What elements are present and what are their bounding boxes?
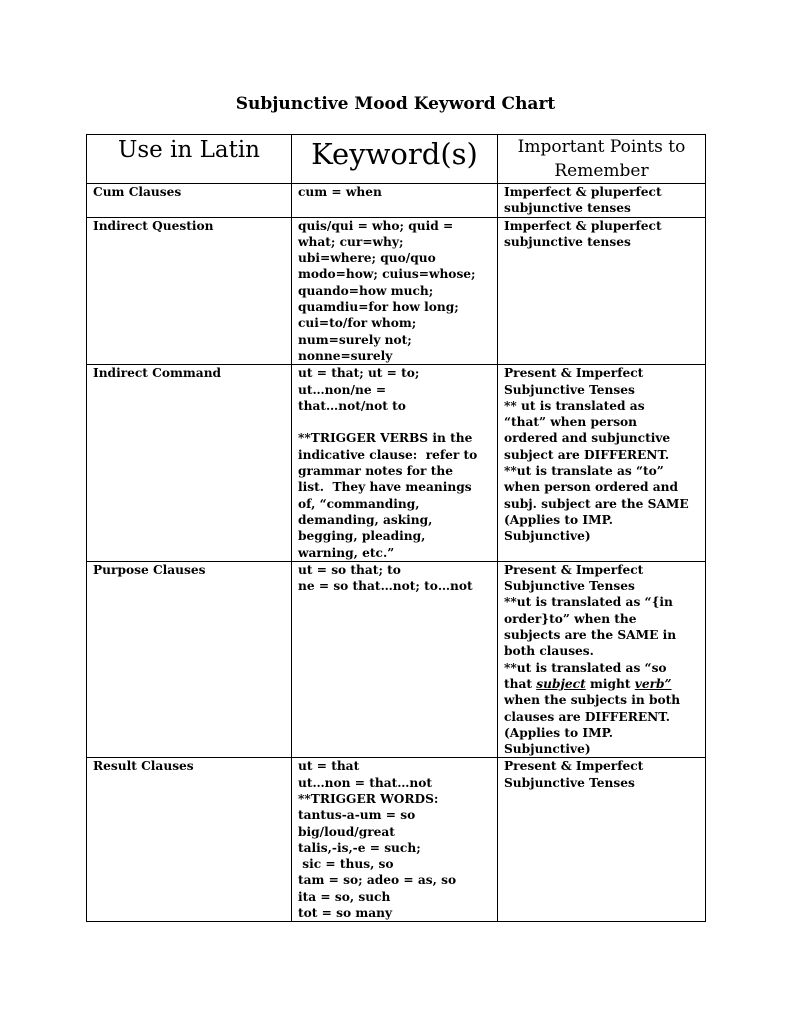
cell-points [498, 184, 706, 218]
point-line: when person ordered and [504, 480, 679, 495]
keyword-line: quamdiu=for how long; [298, 300, 459, 315]
column-header-use: Use in Latin [87, 135, 292, 184]
table-row [87, 184, 706, 218]
point-line: Subjunctive) [504, 529, 591, 544]
point-line: both clauses. [504, 644, 594, 659]
keyword-line: grammar notes for the [298, 464, 453, 479]
point-line: Present & Imperfect [504, 366, 644, 381]
table-header-row [87, 135, 706, 184]
cell-points [498, 758, 706, 922]
keyword-line: list. They have meanings [298, 480, 472, 495]
use-label: Cum Clauses [93, 185, 182, 199]
keyword-line: nonne=surely [298, 348, 393, 363]
cell-points [498, 365, 706, 562]
keyword-line: tantus-a-um = so [298, 808, 416, 823]
keyword-line: **TRIGGER WORDS: [298, 791, 439, 806]
point-line: subjunctive tenses [504, 201, 631, 216]
cell-keywords [292, 365, 498, 562]
point-line: Imperfect & pluperfect [504, 218, 662, 233]
cell-keywords [292, 217, 498, 365]
point-line: **ut is translate as “to” [504, 464, 664, 479]
keyword-line: ita = so, such [298, 889, 391, 904]
keyword-line: ut = that [298, 759, 360, 774]
cell-use [87, 184, 292, 218]
cell-keywords [292, 758, 498, 922]
cell-use [87, 217, 292, 365]
keyword-line: ne = so that…not; to…not [298, 579, 473, 594]
keyword-line: of, “commanding, [298, 496, 420, 511]
point-line: **ut is translated as “so [504, 660, 667, 675]
point-line [504, 676, 702, 692]
column-header-points: Important Points to Remember [498, 135, 706, 184]
keyword-line: num=surely not; [298, 332, 412, 347]
point-line: subjects are the SAME in [504, 628, 677, 643]
table-body [87, 184, 706, 922]
table-row [87, 365, 706, 562]
point-line: (Applies to IMP. [504, 512, 613, 527]
keyword-line: cui=to/for whom; [298, 316, 417, 331]
point-line: **ut is translated as “{in [504, 595, 673, 610]
keyword-line: tam = so; adeo = as, so [298, 873, 457, 888]
point-line: when the subjects in both [504, 693, 681, 708]
cell-points [498, 561, 706, 758]
keyword-table [86, 134, 706, 922]
point-line: (Applies to IMP. [504, 725, 613, 740]
keyword-line: cum = when [298, 185, 382, 199]
keyword-line: quando=how much; [298, 283, 434, 298]
cell-use [87, 561, 292, 758]
use-label: Indirect Question [93, 218, 214, 233]
keyword-line [298, 414, 494, 430]
use-label: Indirect Command [93, 366, 222, 381]
point-line: subjunctive tenses [504, 234, 631, 249]
point-fragment: might [585, 676, 635, 691]
point-line: “that” when person [504, 415, 638, 430]
keyword-line: ubi=where; quo/quo [298, 251, 436, 266]
keyword-line: sic = thus, so [298, 857, 394, 872]
point-line: ** ut is translated as [504, 398, 645, 413]
keyword-line: ut = that; ut = to; [298, 366, 420, 381]
cell-keywords [292, 184, 498, 218]
point-line: Present & Imperfect [504, 562, 644, 577]
column-header-keywords: Keyword(s) [292, 135, 498, 184]
point-line: order}to” when the [504, 611, 637, 626]
point-line: Subjunctive Tenses [504, 579, 635, 594]
cell-use [87, 365, 292, 562]
keyword-line: that…not/not to [298, 398, 406, 413]
point-line: ordered and subjunctive [504, 431, 671, 446]
keyword-line: demanding, asking, [298, 512, 433, 527]
keyword-line: quis/qui = who; quid = [298, 218, 454, 233]
table-row [87, 758, 706, 922]
keyword-line: tot = so many [298, 906, 393, 921]
keyword-line: talis,-is,-e = such; [298, 840, 421, 855]
keyword-line: what; cur=why; [298, 234, 404, 249]
verb-word: verb” [634, 676, 672, 691]
point-line: Imperfect & pluperfect [504, 185, 662, 199]
keyword-line: **TRIGGER VERBS in the [298, 431, 473, 446]
point-line: Present & Imperfect [504, 759, 644, 774]
table-row [87, 217, 706, 365]
use-label: Purpose Clauses [93, 562, 206, 577]
subject-word: subject [536, 676, 586, 691]
keyword-line: ut = so that; to [298, 562, 401, 577]
use-label: Result Clauses [93, 759, 194, 774]
point-line: subj. subject are the SAME [504, 496, 689, 511]
point-line: Subjunctive) [504, 742, 591, 757]
point-line: clauses are DIFFERENT. [504, 709, 671, 724]
point-line: Subjunctive Tenses [504, 382, 635, 397]
table-row [87, 561, 706, 758]
keyword-line: ut…non = that…not [298, 775, 433, 790]
keyword-line: modo=how; cuius=whose; [298, 267, 476, 282]
page-title: Subjunctive Mood Keyword Chart [235, 94, 556, 114]
keyword-line: ut…non/ne = [298, 382, 387, 397]
point-fragment: that [504, 676, 537, 691]
cell-keywords [292, 561, 498, 758]
cell-points [498, 217, 706, 365]
keyword-line: big/loud/great [298, 824, 395, 839]
keyword-line: begging, pleading, [298, 529, 426, 544]
cell-use [87, 758, 292, 922]
keyword-line: warning, etc.” [298, 545, 395, 560]
point-line: subject are DIFFERENT. [504, 447, 670, 462]
point-line: Subjunctive Tenses [504, 775, 635, 790]
keyword-line: indicative clause: refer to [298, 447, 478, 462]
